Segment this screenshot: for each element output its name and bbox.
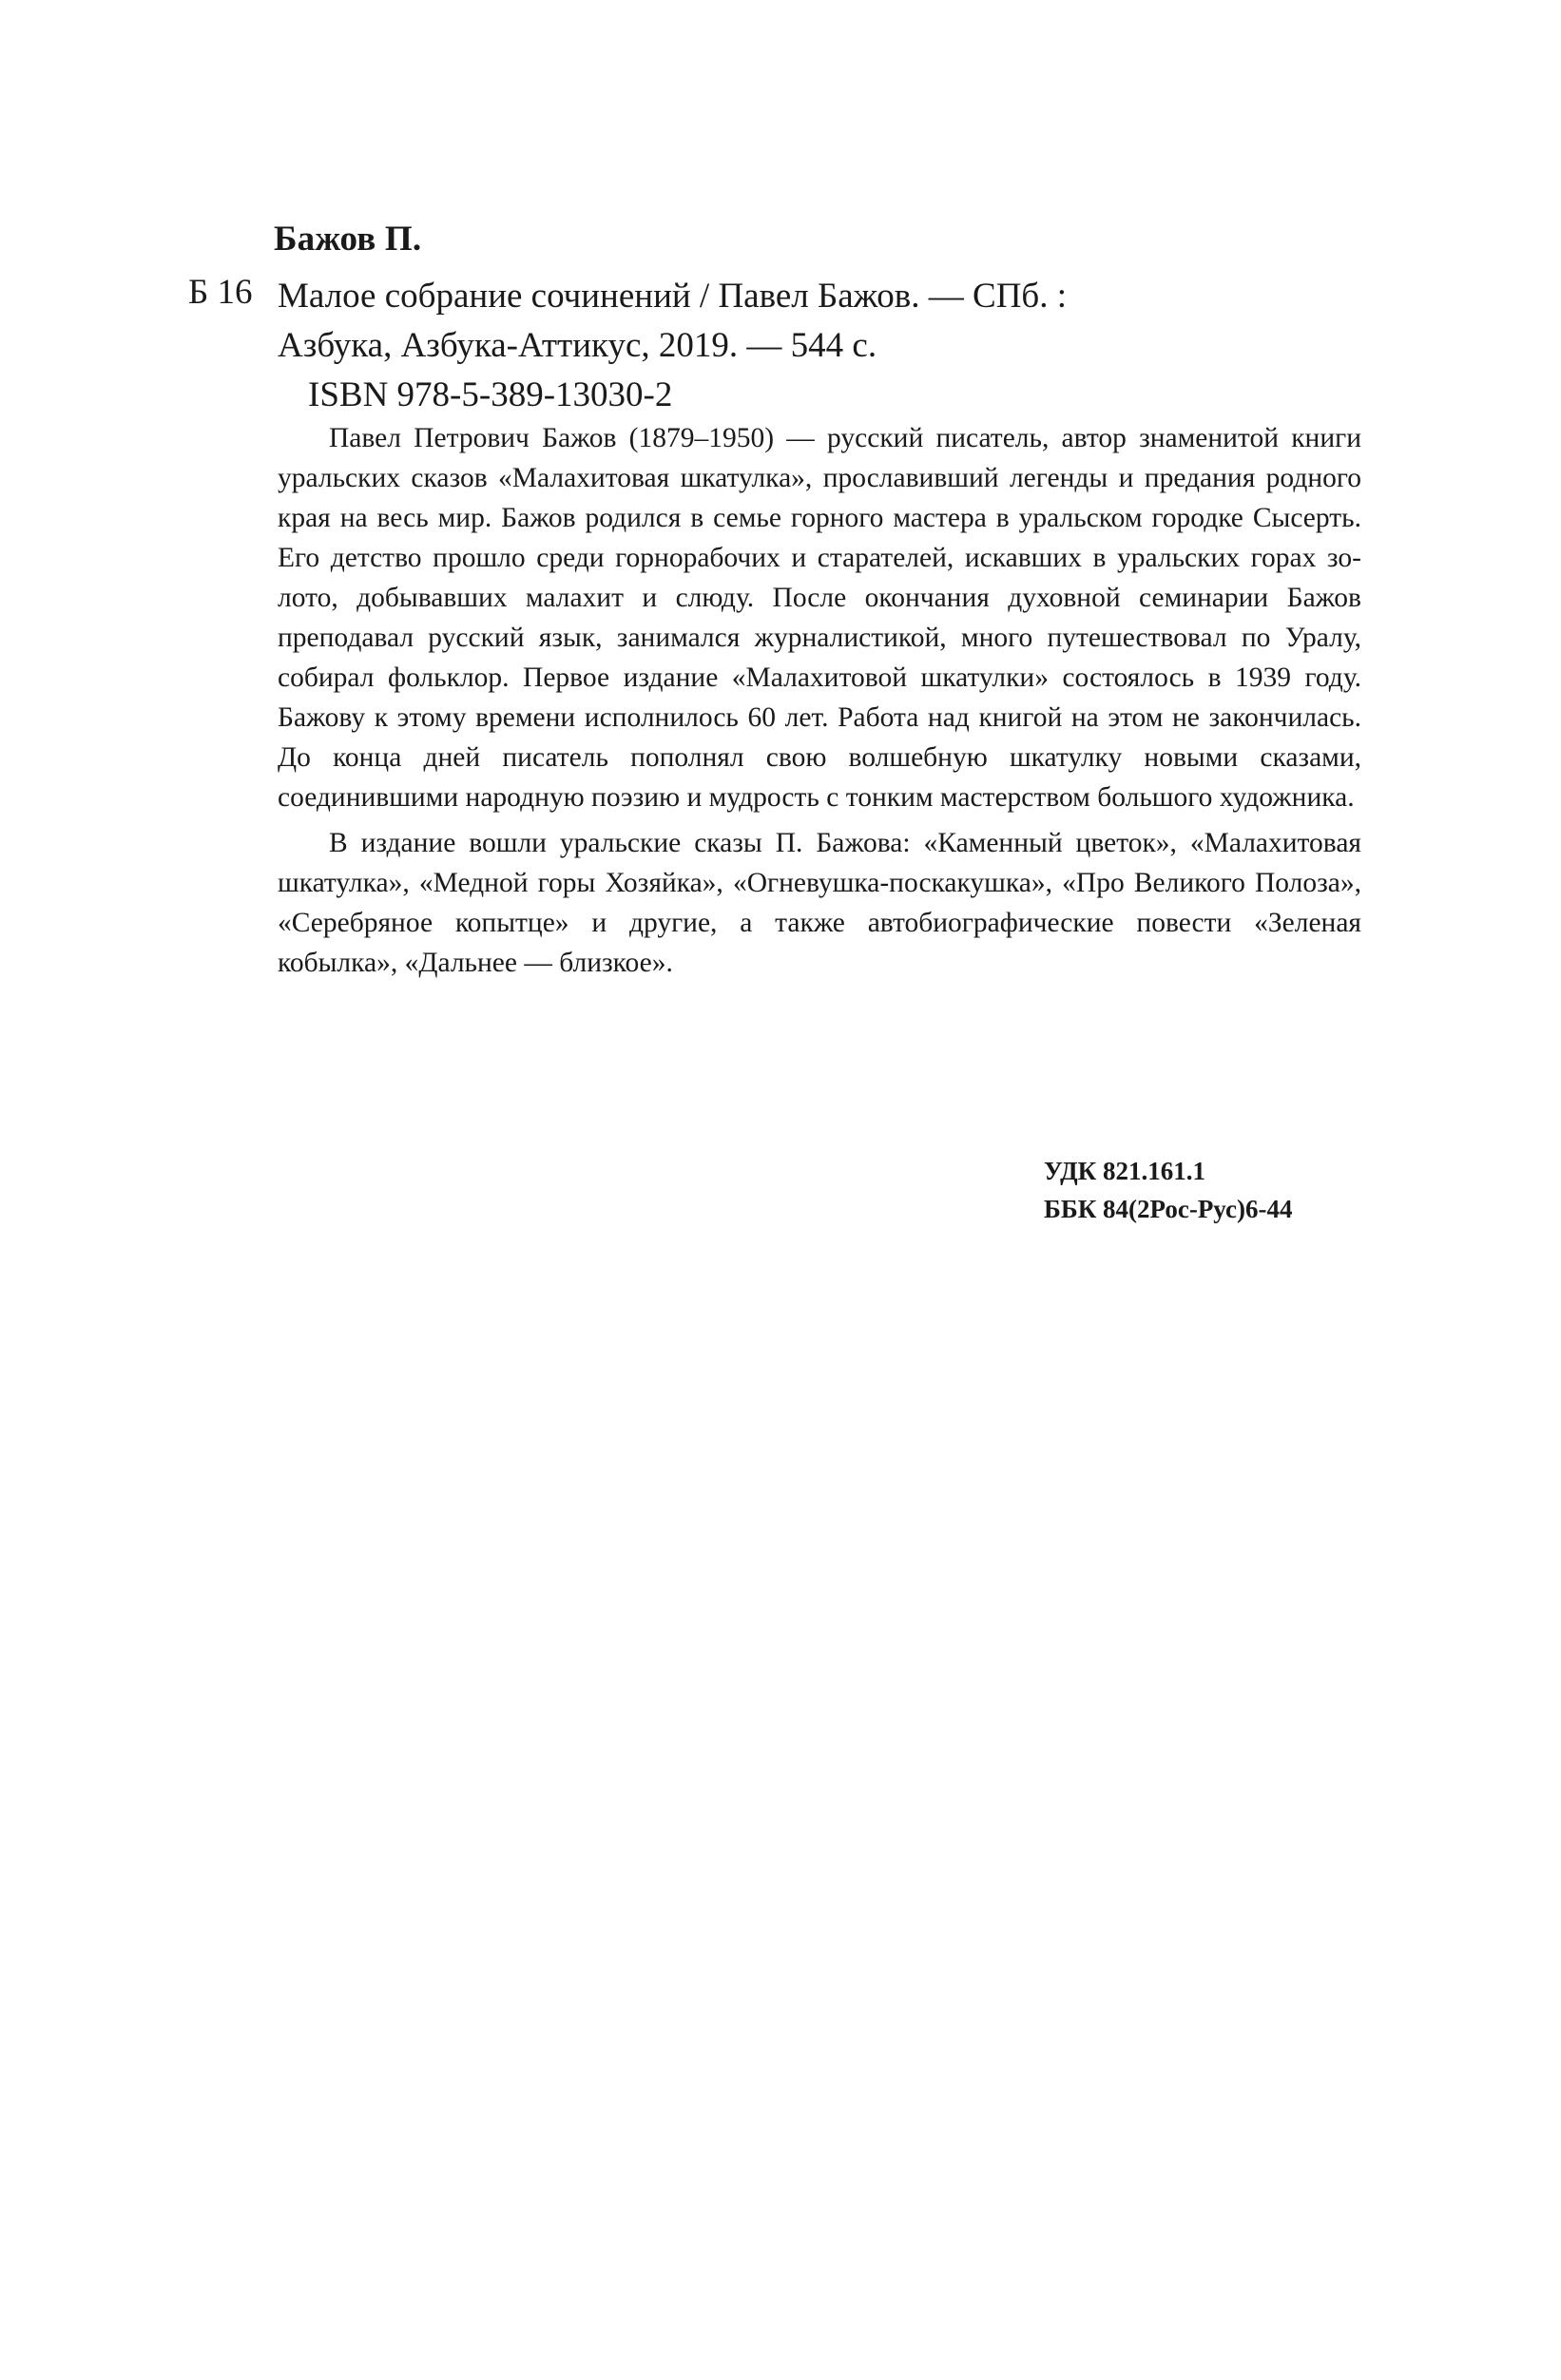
annotation-paragraph: В издание вошли уральские сказы П. Бажова: «Каменный цветок», «Малахитовая шкатулка», «Медной горы Хозяйка», «Огневушка-поскакушка», «Про Великого Полоза», «Серебряное копытце» и другие, а также автобиографические повести «Зеленая кобылка», «Дальнее — близкое».: [278, 828, 1361, 978]
author-heading: Бажов П.: [274, 220, 422, 259]
annotation: [278, 418, 1361, 983]
udk-code: УДК 821.161.1: [1044, 1157, 1205, 1185]
bibliographic-record: [278, 272, 1361, 420]
isbn: ISBN 978-5-389-13030-2: [308, 375, 673, 414]
title-statement: Малое собрание сочинений / Павел Бажов. — СПб. :: [278, 277, 1068, 316]
classification-codes: [1044, 1152, 1292, 1228]
catalog-code: Б 16: [188, 273, 253, 312]
annotation-paragraph: Павел Петрович Бажов (1879–1950) — русский писатель, автор знаменитой книги уральских сказов «Малахитовая шкатулка», прославивший легенды и предания родного края на весь мир. Бажов родился в семье горного мастера в уральском городке Сысерть. Его детство прошло среди горнорабочих и старателей, искавших в уральских горах золото, добывавших малахит и слюду. После окончания духовной семинарии Бажов преподавал русский язык, занимался журналистикой, много путешествовал по Уралу, собирал фольклор. Первое издание «Малахитовой шкатулки» состоялось в 1939 году. Бажову к этому времени исполнилось 60 лет. Работа над книгой на этом не закончилась. До конца дней писатель пополнял свою волшебную шкатулку новыми сказами, соединившими народную поэзию и мудрость с тонким мастерством большого художника.: [278, 423, 1361, 813]
publication-statement: Азбука, Азбука-Аттикус, 2019. — 544 с.: [278, 326, 877, 365]
bbk-code: ББК 84(2Рос-Рус)6-44: [1044, 1195, 1293, 1223]
